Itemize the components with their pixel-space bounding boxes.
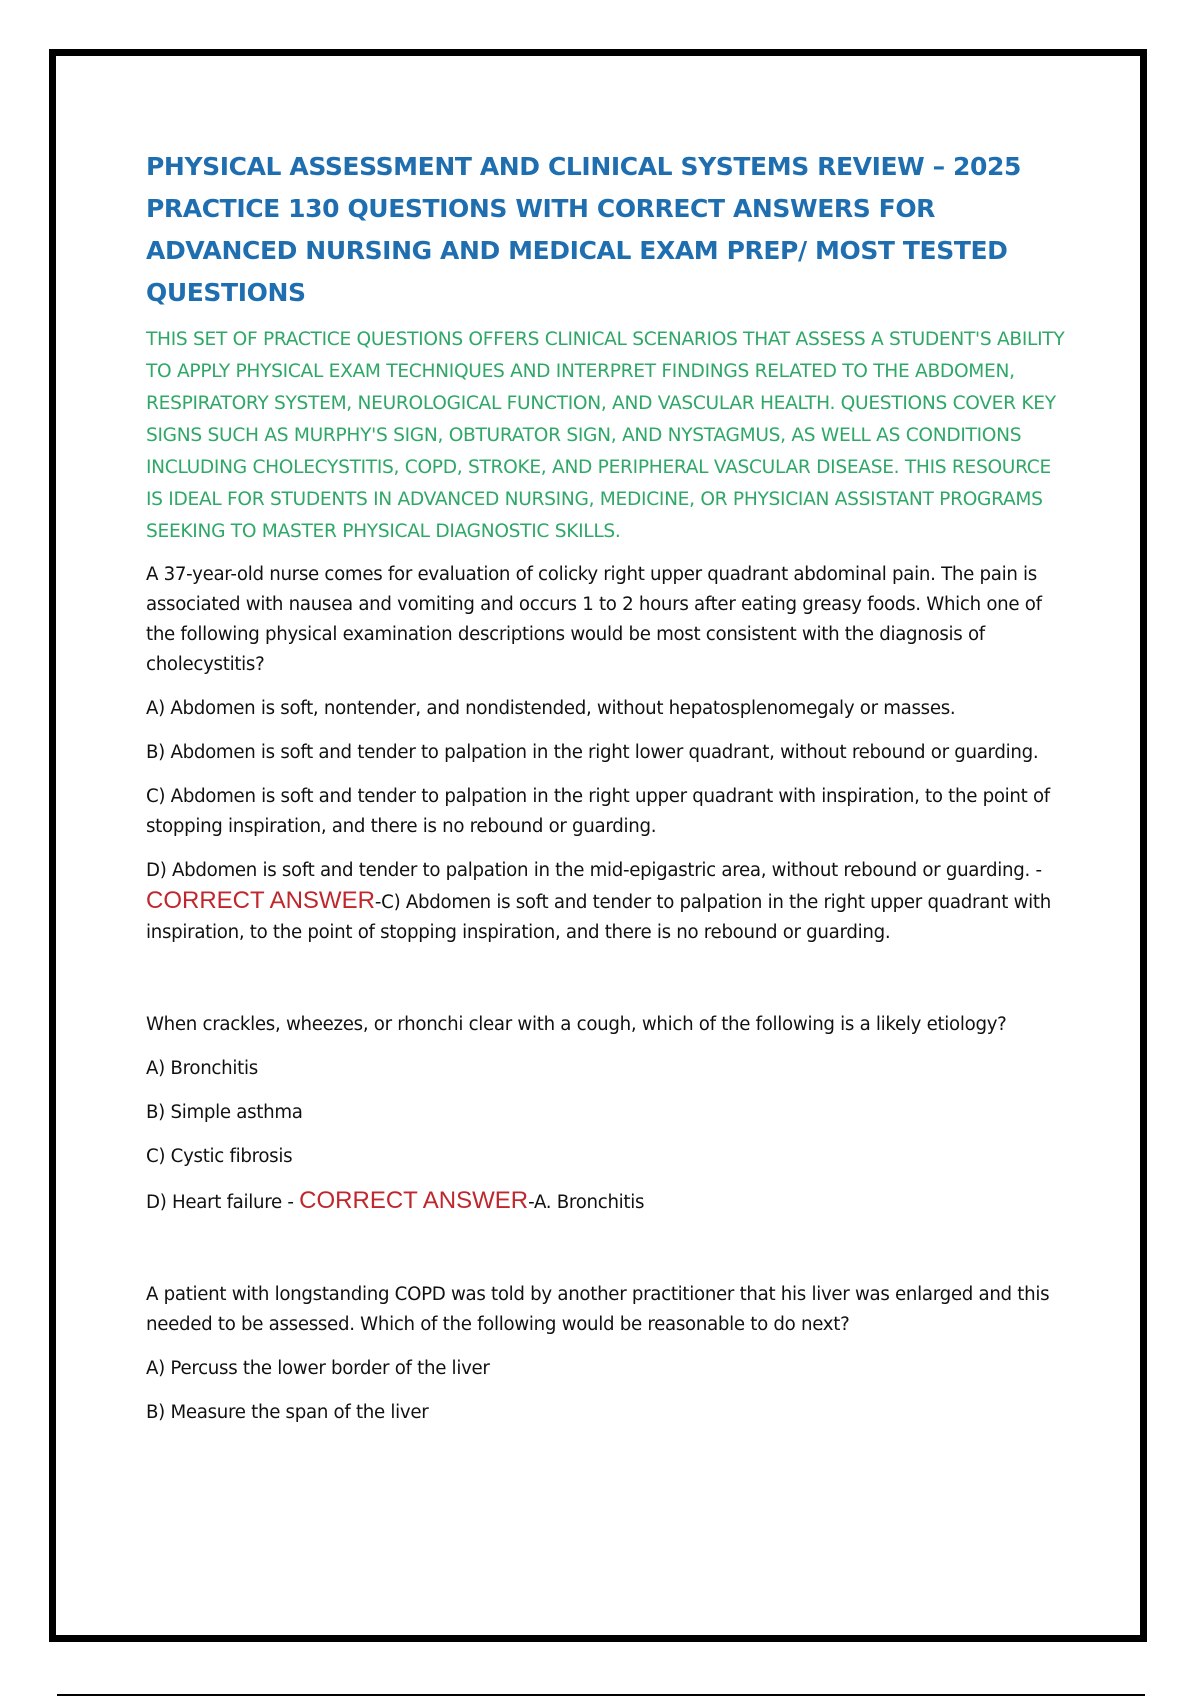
option-a: A) Abdomen is soft, nontender, and nondistended, without hepatosplenomegaly or masses. xyxy=(146,698,956,719)
question-stem: A patient with longstanding COPD was told by another practitioner that his liver was enlarged and this needed to be assessed. Which of the following would be reasonable to do next? xyxy=(146,1284,1050,1335)
option-b: B) Abdomen is soft and tender to palpation in the right lower quadrant, without rebound or guarding. xyxy=(146,742,1039,763)
question-2 xyxy=(146,1010,1066,1218)
page-bottom-rule xyxy=(57,1694,1145,1696)
question-3 xyxy=(146,1280,1066,1428)
option-b: B) Measure the span of the liver xyxy=(146,1402,429,1423)
option-a: A) Bronchitis xyxy=(146,1058,258,1079)
correct-answer-label: CORRECT ANSWER xyxy=(299,1187,529,1214)
document-title: PHYSICAL ASSESSMENT AND CLINICAL SYSTEMS REVIEW – 2025 PRACTICE 130 QUESTIONS WITH CORRECT ANSWERS FOR ADVANCED NURSING AND MEDICAL EXAM PREP/ MOST TESTED QUESTIONS xyxy=(146,152,1022,307)
document-summary: THIS SET OF PRACTICE QUESTIONS OFFERS CLINICAL SCENARIOS THAT ASSESS A STUDENT'S ABILITY TO APPLY PHYSICAL EXAM TECHNIQUES AND INTERPRET FINDINGS RELATED TO THE ABDOMEN, RESPIRATORY SYSTEM, NEUROLOGICAL FUNCTION, AND VASCULAR HEALTH. QUESTIONS COVER KEY SIGNS SUCH AS MURPHY'S SIGN, OBTURATOR SIGN, AND NYSTAGMUS, AS WELL AS CONDITIONS INCLUDING CHOLECYSTITIS, COPD, STROKE, AND PERIPHERAL VASCULAR DISEASE. THIS RESOURCE IS IDEAL FOR STUDENTS IN ADVANCED NURSING, MEDICINE, OR PHYSICIAN ASSISTANT PROGRAMS SEEKING TO MASTER PHYSICAL DIAGNOSTIC SKILLS. xyxy=(146,329,1065,542)
question-1 xyxy=(146,560,1066,948)
correct-answer-label: CORRECT ANSWER xyxy=(146,887,375,914)
option-a: A) Percuss the lower border of the liver xyxy=(146,1358,490,1379)
answer-prefix: - xyxy=(281,1192,300,1213)
option-d-with-answer xyxy=(146,1186,1066,1218)
question-stem: When crackles, wheezes, or rhonchi clear with a cough, which of the following is a likely etiology? xyxy=(146,1014,1007,1035)
option-c: C) Abdomen is soft and tender to palpation in the right upper quadrant with inspiration, to the point of stopping inspiration, and there is no rebound or guarding. xyxy=(146,786,1050,837)
option-d: D) Abdomen is soft and tender to palpation in the mid-epigastric area, without rebound or guarding. xyxy=(146,860,1030,881)
option-c: C) Cystic fibrosis xyxy=(146,1146,293,1167)
answer-text: -C) Abdomen is soft and tender to palpation in the right upper quadrant with inspiration, to the point of stopping inspiration, and there is no rebound or guarding. xyxy=(146,892,1051,943)
question-stem: A 37-year-old nurse comes for evaluation of colicky right upper quadrant abdominal pain. The pain is associated with nausea and vomiting and occurs 1 to 2 hours after eating greasy foods. Which one of the following physical examination descriptions would be most consistent with the diagnosis of cholecystitis? xyxy=(146,564,1042,675)
option-b: B) Simple asthma xyxy=(146,1102,303,1123)
answer-text: -A. Bronchitis xyxy=(528,1192,645,1213)
option-d: D) Heart failure xyxy=(146,1192,282,1213)
answer-prefix: - xyxy=(1029,860,1042,881)
document-body xyxy=(146,146,1066,1490)
option-d-with-answer xyxy=(146,856,1066,948)
